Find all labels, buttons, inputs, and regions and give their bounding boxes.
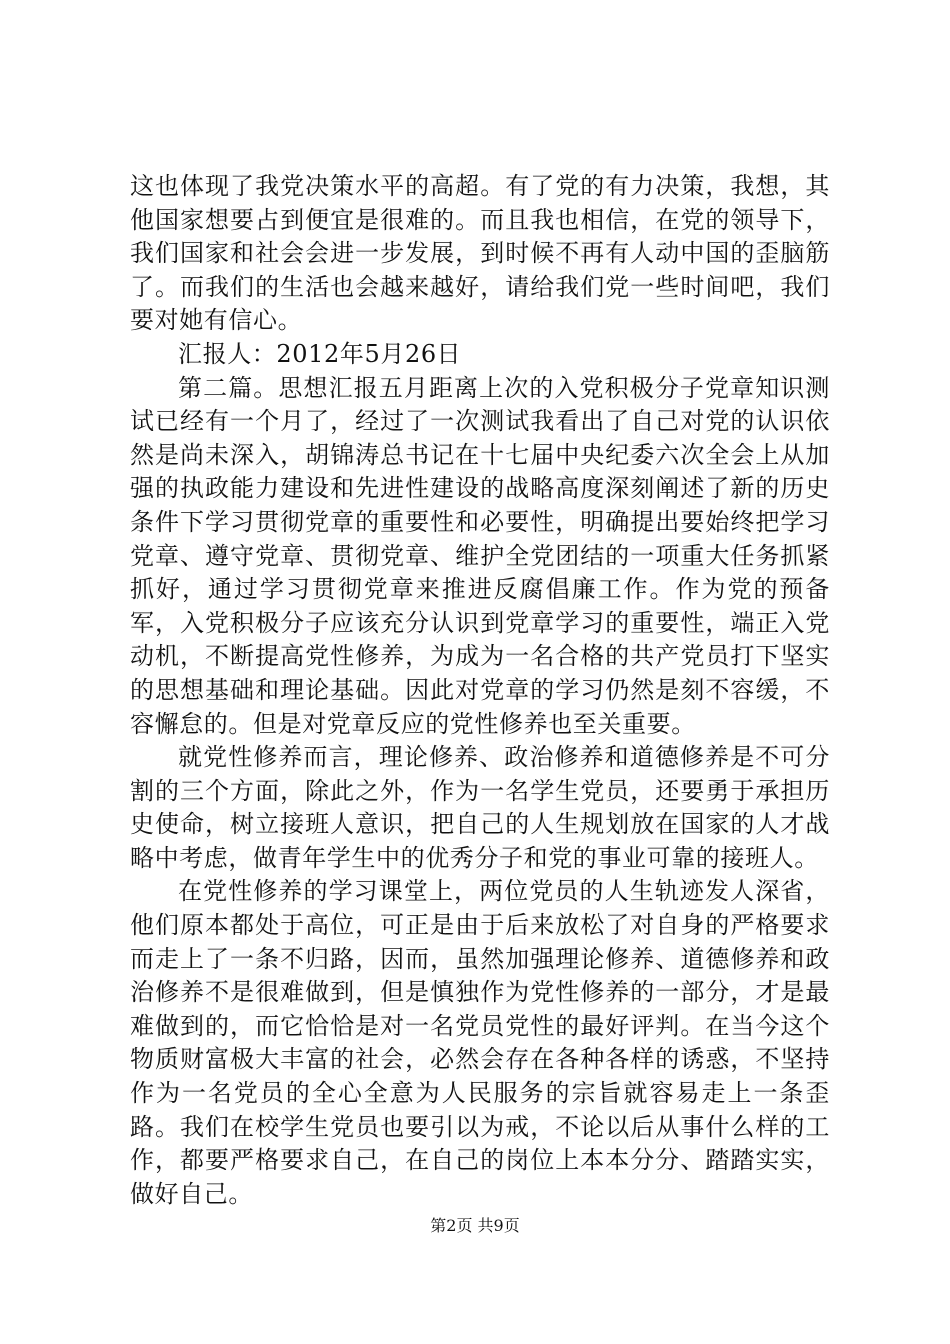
- reporter-signature-line: 汇报人：2012年5月26日: [178, 339, 462, 368]
- paragraph-1: 这也体现了我党决策水平的高超。有了党的有力决策，我想，其他国家想要占到便宜是很难的。而且我也相信，在党的领导下，我们国家和社会会进一步发展，到时候不再有人动中国的歪脑筋了。而我们的生活也会越来越好，请给我们党一些时间吧，我们要对她有信心。: [130, 172, 830, 335]
- document-body: [130, 170, 830, 1211]
- paragraph-2: 第二篇。思想汇报五月距离上次的入党积极分子党章知识测试已经有一个月了，经过了一次测试我看出了自己对党的认识依然是尚未深入，胡锦涛总书记在十七届中央纪委六次全会上从加强的执政能力建设和先进性建设的战略高度深刻阐述了新的历史条件下学习贯彻党章的重要性和必要性，明确提出要始终把学习党章、遵守党章、贯彻党章、维护全党团结的一项重大任务抓紧抓好，通过学习贯彻党章来推进反腐倡廉工作。作为党的预备军，入党积极分子应该充分认识到党章学习的重要性，端正入党动机，不断提高党性修养，为成为一名合格的共产党员打下坚实的思想基础和理论基础。因此对党章的学习仍然是刻不容缓，不容懈怠的。但是对党章反应的党性修养也至关重要。: [130, 373, 830, 738]
- page-number-footer: 第2页 共9页: [430, 1216, 520, 1235]
- paragraph-4: 在党性修养的学习课堂上，两位党员的人生轨迹发人深省，他们原本都处于高位，可正是由于后来放松了对自身的严格要求而走上了一条不归路，因而，虽然加强理论修养、道德修养和政治修养不是很难做到，但是慎独作为党性修养的一部分，才是最难做到的，而它恰恰是对一名党员党性的最好评判。在当今这个物质财富极大丰富的社会，必然会存在各种各样的诱惑，不坚持作为一名党员的全心全意为人民服务的宗旨就容易走上一条歪路。我们在校学生党员也要引以为戒，不论以后从事什么样的工作，都要严格要求自己，在自己的岗位上本本分分、踏踏实实，做好自己。: [130, 877, 830, 1208]
- paragraph-3: 就党性修养而言，理论修养、政治修养和道德修养是不可分割的三个方面，除此之外，作为一名学生党员，还要勇于承担历史使命，树立接班人意识，把自己的人生规划放在国家的人才战略中考虑，做青年学生中的优秀分子和党的事业可靠的接班人。: [130, 743, 830, 872]
